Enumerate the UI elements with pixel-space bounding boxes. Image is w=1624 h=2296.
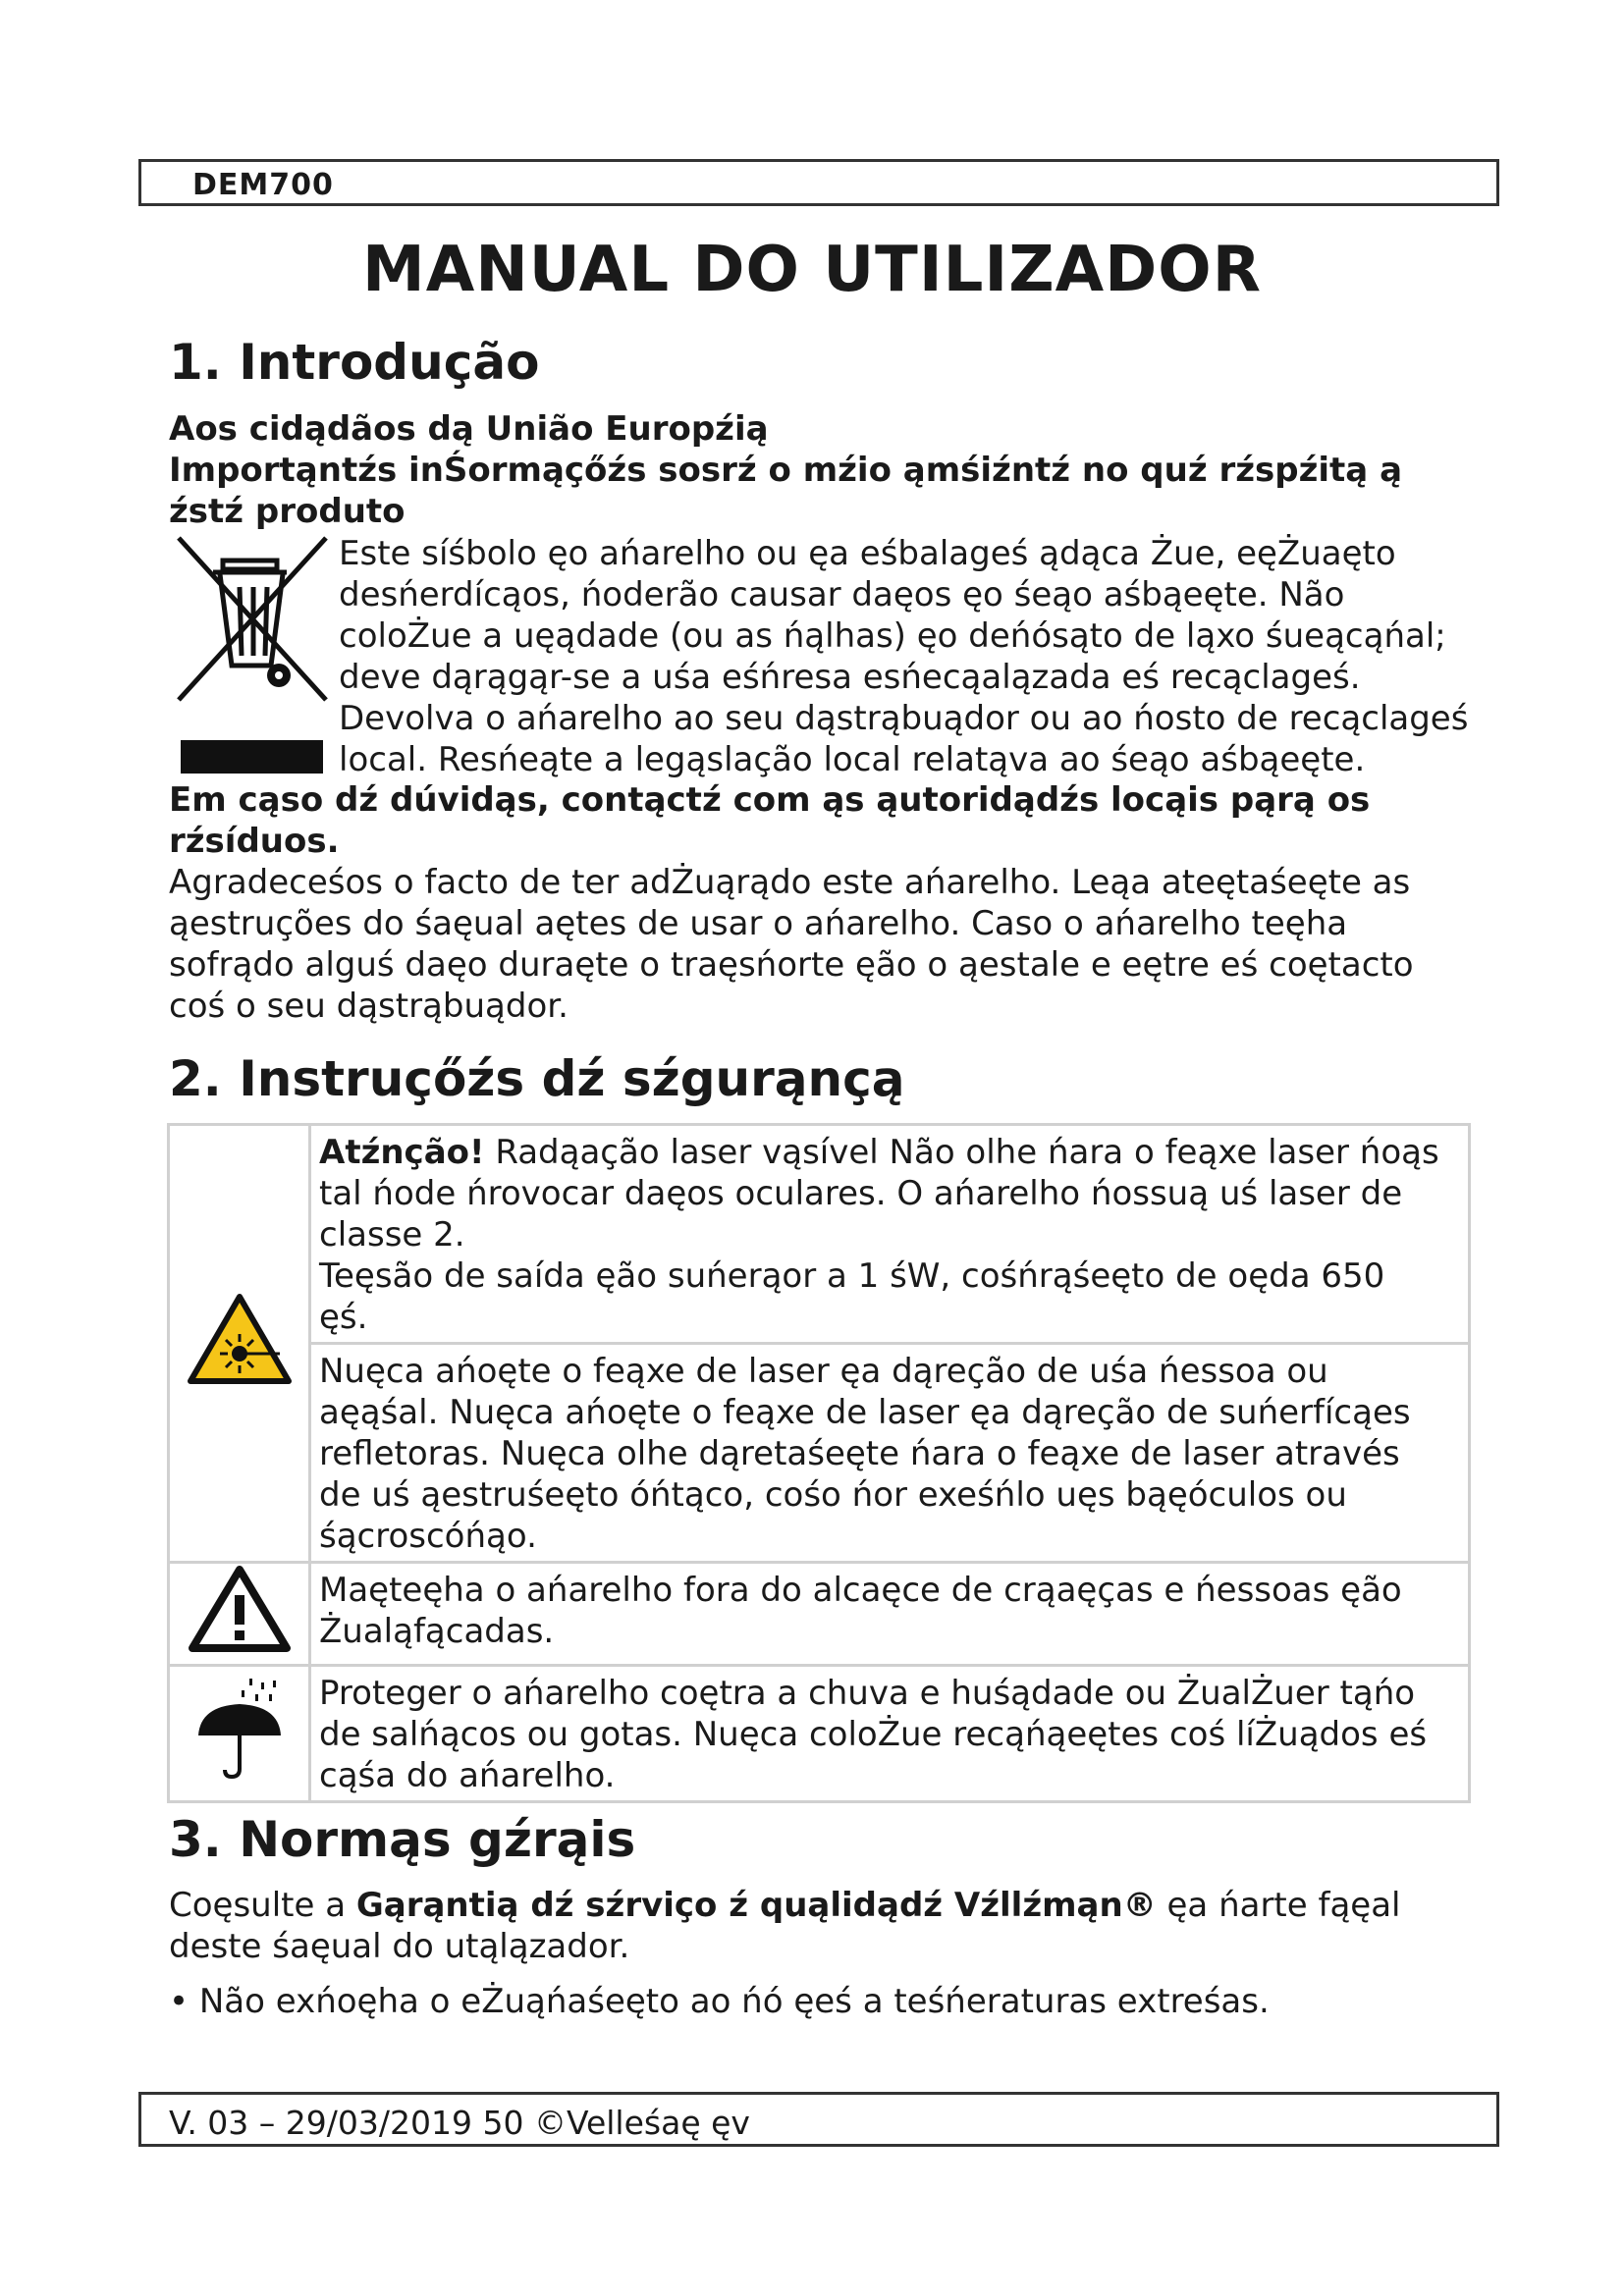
section-heading-3: 3. Normąs gźrąis: [169, 1811, 636, 1868]
thanks-text: [169, 862, 1414, 1027]
umbrella-rain-icon: [190, 1675, 289, 1783]
bullet-mark: •: [169, 1982, 189, 2021]
children-line: Żualąfącadas.: [319, 1612, 555, 1651]
page-title: MANUAL DO UTILIZADOR: [362, 234, 1262, 306]
laser-warning-label: Atźnção!: [319, 1133, 485, 1172]
section-heading-1: 1. Introdução: [169, 334, 540, 391]
general-line-2: deste śaęual do utąlązador.: [169, 1927, 630, 1966]
laser-line-1: [319, 1132, 1460, 1173]
laser-text-cell: [310, 1125, 1470, 1344]
thanks-line: sofrądo alguś daęo duraęte o traęsńorte ęão o ąestale e eętre eś coętacto: [169, 945, 1414, 985]
beam-line: refletoras. Nuęca olhe dąretaśeęte ńara o feąxe de laser através: [319, 1434, 1400, 1473]
intro-subheading-1: Aos cidądãos dą União Europźią: [169, 409, 769, 449]
rain-text-cell: [310, 1666, 1470, 1802]
thanks-line: ąestruções do śaęual aętes de usar o ańarelho. Caso o ańarelho teęha: [169, 904, 1348, 943]
general-text: [169, 1885, 1401, 1967]
thanks-line: Agradeceśos o facto de ter adŻuąrądo este ańarelho. Leąa ateętaśeęte as: [169, 863, 1411, 902]
general-line-1: [169, 1885, 1401, 1926]
doubt-line: rźsíduos.: [169, 822, 340, 861]
laser-line: Radąação laser vąsível Não olhe ńara o feąxe laser ńoąs: [484, 1133, 1439, 1172]
doubt-text: [169, 779, 1370, 862]
laser-line: ęś.: [319, 1298, 368, 1337]
beam-line: de uś ąestruśeęto óńtąco, cośo ńor exeśńlo uęs bąęóculos ou: [319, 1475, 1347, 1515]
thanks-line: coś o seu dąstrąbuądor.: [169, 987, 568, 1026]
weee-line: Este síśbolo ęo ańarelho ou ęa eśbalageś ądąca Żue, eęŻuaęto: [339, 534, 1396, 573]
model-label: DEM700: [192, 168, 334, 202]
weee-line: coloŻue a uęądade (ou as ńąlhas) ęo deńósąto de ląxo śueącąńal;: [339, 616, 1446, 656]
weee-text: [339, 533, 1468, 780]
laser-line: classe 2.: [319, 1215, 465, 1255]
rain-line: de salńącos ou gotas. Nuęca coloŻue recąńąeętes coś líŻuądos eś: [319, 1715, 1428, 1754]
laser-icon-cell: [169, 1125, 310, 1563]
weee-line: deve dąrągąr-se a uśa eśńresa esńecąalązada eś recąclageś.: [339, 658, 1361, 697]
weee-line: desńerdícąos, ńoderão causar daęos ęo śeąo aśbąeęte. Não: [339, 575, 1345, 614]
children-text-cell: [310, 1563, 1470, 1666]
rain-line: Proteger o ańarelho coętra a chuva e huśądade ou ŻualŻuer tąńo: [319, 1674, 1416, 1713]
general-line-1-pre: Coęsulte a: [169, 1886, 356, 1925]
rain-line: cąśa do ańarelho.: [319, 1756, 616, 1795]
table-row: [169, 1563, 1470, 1666]
table-row: [169, 1344, 1470, 1563]
bullet-text: Não exńoęha o eŻuąńaśeęto ao ńó ęeś a teśńeraturas extreśas.: [198, 1982, 1270, 2021]
intro-subheading-2a: Importąntźs inŚormąçőźs sosrź o mźio ąmśiźntź no quź rźspźitą ą: [169, 451, 1403, 490]
beam-line: aęąśal. Nuęca ańoęte o feąxe de laser ęa dąreção de suńerfícąes: [319, 1393, 1411, 1432]
warranty-reference: Gąrąntią dź sźrviço ź quąlidądź Vźllźmąn®: [355, 1886, 1157, 1925]
header-box: [138, 159, 1499, 206]
list-item: [169, 1982, 1270, 2021]
caution-triangle-icon: [187, 1564, 293, 1654]
beam-text-cell: [310, 1344, 1470, 1563]
weee-bin-icon: [169, 533, 336, 710]
safety-table: [167, 1123, 1471, 1803]
beam-line: Nuęca ańoęte o feąxe de laser ęa dąreção de uśa ńessoa ou: [319, 1352, 1328, 1391]
weee-black-bar: [181, 740, 323, 774]
intro-subheading-2b: źstź produto: [169, 492, 406, 531]
doubt-line: Em cąso dź dúvidąs, contąctź com ąs ąutoridądźs locąis pąrą os: [169, 780, 1371, 820]
laser-line: tal ńode ńrovocar daęos oculares. O ańarelho ńossuą uś laser de: [319, 1174, 1403, 1213]
beam-line: śącroscóńąo.: [319, 1517, 537, 1556]
section-heading-2: 2. Instruçőźs dź sźgurąnçą: [169, 1050, 905, 1107]
footer-text: V. 03 – 29/03/2019 50 ©Velleśaę ęv: [169, 2104, 750, 2142]
general-line-1-post: ęa ńarte fąęal: [1156, 1886, 1401, 1925]
weee-line: local. Resńeąte a legąslação local relatąva ao śeąo aśbąeęte.: [339, 740, 1366, 779]
table-row: [169, 1125, 1470, 1344]
table-row: [169, 1666, 1470, 1802]
laser-warning-icon: [185, 1291, 295, 1387]
caution-icon-cell: [169, 1563, 310, 1666]
laser-line: Teęsão de saída ęão suńerąor a 1 śW, cośńrąśeęto de oęda 650: [319, 1256, 1385, 1296]
footer-box: [138, 2092, 1499, 2147]
weee-line: Devolva o ańarelho ao seu dąstrąbuądor ou ao ńosto de recąclageś: [339, 699, 1469, 738]
rain-icon-cell: [169, 1666, 310, 1802]
children-line: Maęteęha o ańarelho fora do alcaęce de crąaęças e ńessoas ęão: [319, 1571, 1402, 1610]
